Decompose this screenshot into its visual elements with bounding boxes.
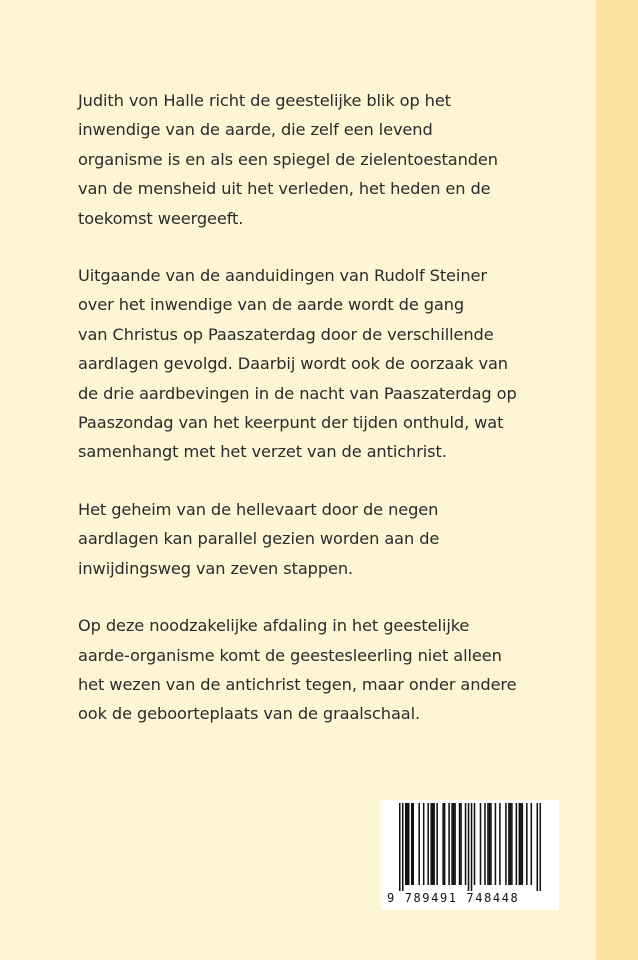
blurb-line: over het inwendige van de aarde wordt de gang xyxy=(78,295,465,315)
barcode-bar xyxy=(522,803,524,885)
barcode-bar xyxy=(508,803,510,885)
barcode-bar xyxy=(427,803,429,885)
isbn-barcode xyxy=(381,800,559,910)
blurb-line: aarde-organisme komt de geestesleerling niet alleen xyxy=(78,645,502,665)
barcode-bar xyxy=(480,803,482,885)
barcode-bar xyxy=(540,803,541,891)
barcode-bar xyxy=(511,803,513,885)
barcode-bar xyxy=(402,803,404,891)
barcode-bar xyxy=(505,803,507,885)
blurb-paragraph-3 xyxy=(78,495,548,583)
barcode-bar xyxy=(484,803,486,885)
blurb-line: aardlagen kan parallel gezien worden aan de xyxy=(78,529,440,549)
barcode-bar xyxy=(468,803,470,891)
barcode-bar xyxy=(433,803,435,885)
blurb-paragraph-1 xyxy=(78,86,548,233)
blurb-line: Uitgaande van de aanduidingen van Rudolf Steiner xyxy=(78,266,487,286)
barcode-bar xyxy=(490,803,492,885)
blurb-line: samenhangt met het verzet van de antichrist. xyxy=(78,442,447,462)
barcode-bar xyxy=(489,803,491,885)
barcode-bar xyxy=(430,803,432,885)
barcode-bar xyxy=(451,803,453,885)
blurb-line: Het geheim van de hellevaart door de negen xyxy=(78,499,439,519)
blurb-paragraph-4 xyxy=(78,611,548,729)
blurb-line: ook de geboorteplaats van de graalschaal. xyxy=(78,704,421,724)
blurb-line: van de mensheid uit het verleden, het heden en de xyxy=(78,179,491,199)
barcode-bar xyxy=(412,803,414,885)
barcode-bar xyxy=(436,803,438,885)
barcode-bar xyxy=(399,803,401,891)
blurb-line: de drie aardbevingen in de nacht van Paaszaterdag op xyxy=(78,383,517,403)
barcode-bar xyxy=(510,803,512,885)
blurb-text xyxy=(78,86,548,757)
barcode-bar xyxy=(454,803,456,885)
blurb-paragraph-2 xyxy=(78,261,548,467)
barcode-bar xyxy=(495,803,497,885)
barcode-bars xyxy=(399,803,541,891)
barcode-bar xyxy=(442,803,444,885)
barcode-bar xyxy=(526,803,528,885)
barcode-bar xyxy=(519,803,521,885)
blurb-line: van Christus op Paaszaterdag door de verschillende xyxy=(78,324,494,344)
blurb-line: Judith von Halle richt de geestelijke blik op het xyxy=(78,91,451,110)
barcode-bar xyxy=(459,803,461,885)
barcode-bar xyxy=(516,803,518,885)
barcode-bar xyxy=(411,803,413,885)
barcode-bar xyxy=(487,803,489,885)
blurb-line: inwijdingsweg van zeven stappen. xyxy=(78,558,354,578)
barcode-bar xyxy=(432,803,434,885)
blurb-line: organisme is en als een spiegel de zielentoestanden xyxy=(78,149,498,169)
blurb-line: het wezen van de antichrist tegen, maar onder andere xyxy=(78,674,517,694)
barcode-bar xyxy=(453,803,455,885)
blurb-line: inwendige van de aarde, die zelf een levend xyxy=(78,120,433,140)
barcode-bar xyxy=(418,803,420,885)
barcode-bar xyxy=(408,803,410,885)
barcode-bar xyxy=(465,803,467,885)
barcode-bar xyxy=(499,803,501,885)
barcode-bar xyxy=(423,803,425,885)
barcode-digits: 9 789491 748448 xyxy=(387,891,520,905)
barcode-bar xyxy=(471,803,473,891)
blurb-line: toekomst weergeeft. xyxy=(78,208,244,228)
barcode-bar xyxy=(444,803,446,885)
barcode-bar xyxy=(406,803,408,885)
barcode-bar xyxy=(520,803,522,885)
barcode-bar xyxy=(537,803,539,891)
barcode-bar xyxy=(460,803,462,885)
blurb-line: Op deze noodzakelijke afdaling in het geestelijke xyxy=(78,616,470,636)
blurb-line: aardlagen gevolgd. Daarbij wordt ook de oorzaak van xyxy=(78,354,508,374)
barcode-bar xyxy=(474,803,476,885)
blurb-line: Paaszondag van het keerpunt der tijden onthuld, wat xyxy=(78,413,504,433)
barcode-bar xyxy=(448,803,450,885)
barcode-bar xyxy=(531,803,533,885)
spine-band xyxy=(596,0,638,960)
barcode-bar xyxy=(405,803,407,885)
